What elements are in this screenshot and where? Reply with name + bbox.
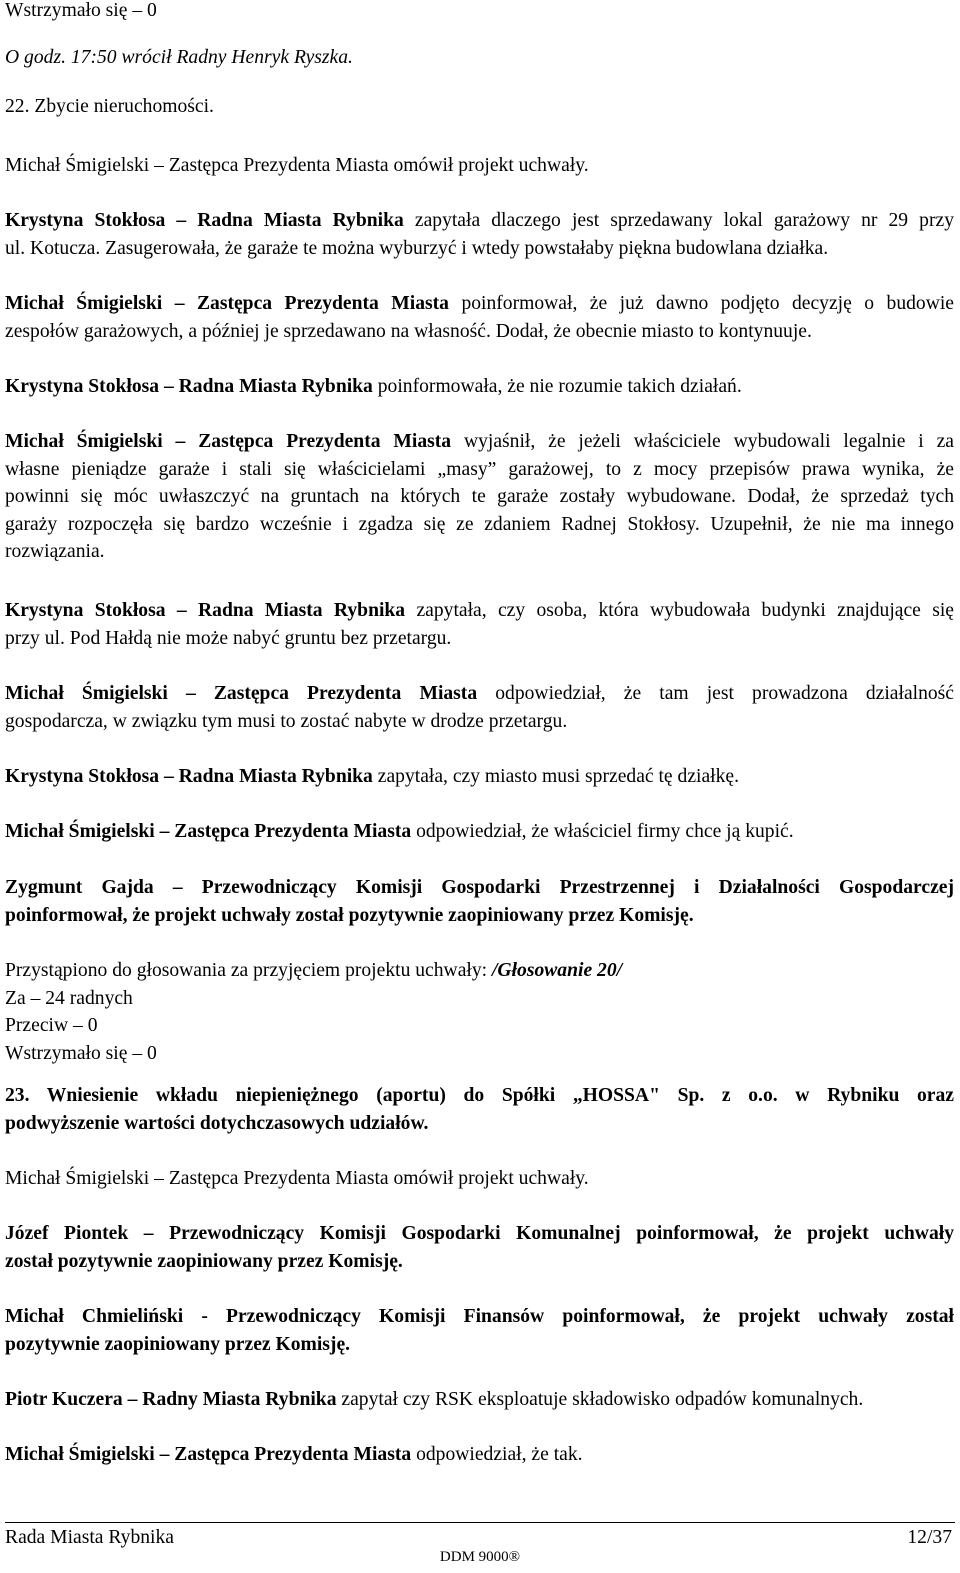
footer-rule bbox=[5, 1522, 955, 1523]
statement-stoklosa-3: Krystyna Stokłosa – Radna Miasta Rybnika zapytała, czy osoba, która wybudowała budynki znajdujące się przy ul. Pod Hałdą nie może nabyć gruntu bez przetargu. bbox=[5, 600, 954, 649]
footer-organization: Rada Miasta Rybnika bbox=[5, 1527, 174, 1548]
vote-abstain-line: Wstrzymało się – 0 bbox=[5, 0, 157, 21]
speaker-name: Krystyna Stokłosa – Radna Miasta Rybnika bbox=[5, 210, 404, 231]
statement-gajda: Zygmunt Gajda – Przewodniczący Komisji Gospodarki Przestrzennej i Działalności Gospodarczej poinformował, że projekt uchwały został pozytywnie zaopiniowany przez Komisję. bbox=[5, 877, 954, 926]
statement-kuczera: Piotr Kuczera – Radny Miasta Rybnika zapytał czy RSK eksploatuje składowisko odpadów komunalnych. bbox=[5, 1389, 864, 1410]
statement-smigielski-4: Michał Śmigielski – Zastępca Prezydenta Miasta odpowiedział, że tam jest prowadzona działalność gospodarcza, w związku tym musi to zostać nabyte w drodze przetargu. bbox=[5, 683, 955, 732]
statement-chmielinski: Michał Chmieliński - Przewodniczący Komisji Finansów poinformował, że projekt uchwały został pozytywnie zaopiniowany przez Komisję. bbox=[5, 1306, 954, 1355]
speaker-name: Michał Śmigielski – Zastępca Prezydenta Miasta bbox=[5, 1444, 412, 1465]
statement-piontek: Józef Piontek – Przewodniczący Komisji Gospodarki Komunalnej poinformował, że projekt uchwały został pozytywnie zaopiniowany przez Komisję. bbox=[5, 1223, 954, 1272]
vote-reference: /Głosowanie 20/ bbox=[491, 960, 623, 981]
statement-smigielski-5: Michał Śmigielski – Zastępca Prezydenta Miasta odpowiedział, że właściciel firmy chce ją kupić. bbox=[5, 821, 794, 842]
footer-system-mark: DDM 9000® bbox=[439, 1549, 521, 1565]
speaker-name: Krystyna Stokłosa – Radna Miasta Rybnika bbox=[5, 766, 373, 787]
speaker-name: Krystyna Stokłosa – Radna Miasta Rybnika bbox=[5, 600, 406, 621]
agenda-item-23: 23. Wniesienie wkładu niepieniężnego (aportu) do Spółki „HOSSA" Sp. z o.o. w Rybniku oraz podwyższenie wartości dotychczasowych udziałów. bbox=[5, 1085, 954, 1134]
vote-block bbox=[5, 957, 954, 1067]
speaker-name: Michał Śmigielski – Zastępca Prezydenta Miasta bbox=[5, 293, 449, 314]
statement-smigielski-2: Michał Śmigielski – Zastępca Prezydenta Miasta poinformował, że już dawno podjęto decyzję o budowie zespołów garażowych, a później je sprzedawano na własność. Dodał, że obecnie miasto to kontynuuje. bbox=[5, 293, 954, 342]
speaker-name: Michał Śmigielski – Zastępca Prezydenta Miasta bbox=[5, 821, 412, 842]
vote-abstain: Wstrzymało się – 0 bbox=[5, 1042, 157, 1064]
vote-for: Za – 24 radnych bbox=[5, 987, 133, 1009]
page-number: 12/37 bbox=[907, 1527, 952, 1548]
statement-smigielski-7: Michał Śmigielski – Zastępca Prezydenta Miasta odpowiedział, że tak. bbox=[5, 1444, 583, 1465]
agenda-item-22: 22. Zbycie nieruchomości. bbox=[5, 96, 214, 117]
statement-stoklosa-4: Krystyna Stokłosa – Radna Miasta Rybnika zapytała, czy miasto musi sprzedać tę działkę. bbox=[5, 766, 739, 787]
speaker-name: Michał Śmigielski – Zastępca Prezydenta Miasta bbox=[5, 431, 452, 452]
statement-stoklosa-1: Krystyna Stokłosa – Radna Miasta Rybnika zapytała dlaczego jest sprzedawany lokal garażowy nr 29 przy ul. Kotucza. Zasugerowała, że garaże te można wyburzyć i wtedy powstałaby piękna budowlana działka. bbox=[5, 210, 954, 259]
speaker-name: Krystyna Stokłosa – Radna Miasta Rybnika bbox=[5, 376, 373, 397]
return-note: O godz. 17:50 wrócił Radny Henryk Ryszka. bbox=[5, 47, 353, 68]
statement-smigielski-3: Michał Śmigielski – Zastępca Prezydenta Miasta wyjaśnił, że jeżeli właściciele wybudowali legalnie i za własne pieniądze garaże i stali się właścicielami „masy” garażowej, to z mocy przepisów prawa wynika, że powinni się móc uwłaszczyć na gruntach na których te garaże zostały wybudowane. Dodał, że sprzedaż tych garaży rozpoczęła się bardzo wcześnie i zgadza się ze zdaniem Radnej Stokłosy. Uzupełnił, że nie ma innego rozwiązania. bbox=[5, 431, 955, 562]
statement-stoklosa-2: Krystyna Stokłosa – Radna Miasta Rybnika poinformowała, że nie rozumie takich działań. bbox=[5, 376, 742, 397]
statement-smigielski-1: Michał Śmigielski – Zastępca Prezydenta Miasta omówił projekt uchwały. bbox=[5, 155, 589, 176]
vote-intro: Przystąpiono do głosowania za przyjęciem projektu uchwały: /Głosowanie 20/ bbox=[5, 960, 623, 981]
statement-smigielski-6: Michał Śmigielski – Zastępca Prezydenta Miasta omówił projekt uchwały. bbox=[5, 1168, 589, 1189]
speaker-name: Piotr Kuczera – Radny Miasta Rybnika bbox=[5, 1389, 337, 1410]
vote-against: Przeciw – 0 bbox=[5, 1015, 98, 1036]
speaker-name: Michał Śmigielski – Zastępca Prezydenta Miasta bbox=[5, 683, 478, 704]
